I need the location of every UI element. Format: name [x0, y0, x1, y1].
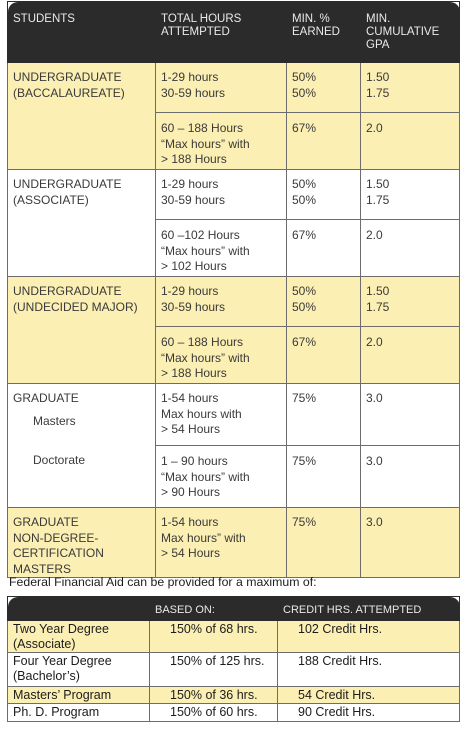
table-row: [8, 653, 460, 687]
header-min-percent: MIN. % EARNED: [287, 2, 361, 63]
table-row: [8, 508, 460, 578]
gpa-cell: 2.0: [361, 220, 460, 277]
header-based-on: BASED ON:: [150, 597, 278, 621]
percent-cell: 50% 50%: [287, 170, 361, 220]
hours-cell: 1-54 hours Max hours” with > 54 Hours: [156, 508, 287, 578]
gpa-cell: 3.0: [361, 508, 460, 578]
credit-hours-cell: 188 Credit Hrs.: [278, 653, 460, 687]
percent-cell: 50% 50%: [287, 277, 361, 327]
program-cell: Two Year Degree (Associate): [8, 621, 150, 653]
progress-header-row: [8, 2, 460, 63]
hours-cell: 1-29 hours 30-59 hours: [156, 277, 287, 327]
gpa-cell: 3.0: [361, 384, 460, 446]
credit-hours-cell: 54 Credit Hrs.: [278, 687, 460, 704]
gpa-cell: 1.50 1.75: [361, 277, 460, 327]
header-credit-hours: CREDIT HRS. ATTEMPTED: [278, 597, 460, 621]
percent-cell: 50% 50%: [287, 63, 361, 113]
financial-aid-table: [7, 596, 460, 722]
based-on-cell: 150% of 68 hrs.: [150, 621, 278, 653]
table-row: [8, 704, 460, 722]
hours-cell: 1 – 90 hours “Max hours” with > 90 Hours: [156, 446, 287, 508]
category-doctorate: Doctorate: [33, 453, 86, 467]
student-category: GRADUATE NON-DEGREE- CERTIFICATION MASTERS: [8, 508, 156, 578]
hours-cell: 1-29 hours 30-59 hours: [156, 63, 287, 113]
hours-cell: 1-54 hours Max hours with > 54 Hours: [156, 384, 287, 446]
based-on-cell: 150% of 60 hrs.: [150, 704, 278, 722]
hours-cell: 60 – 188 Hours “Max hours” with > 188 Hours: [156, 113, 287, 170]
hours-cell: 60 – 188 Hours “Max hours” with > 188 Hours: [156, 327, 287, 384]
header-students: STUDENTS: [8, 2, 156, 63]
header-min-gpa: MIN. CUMULATIVE GPA: [361, 2, 460, 63]
based-on-cell: 150% of 125 hrs.: [150, 653, 278, 687]
hours-cell: 1-29 hours 30-59 hours: [156, 170, 287, 220]
header-program: [8, 597, 150, 621]
credit-hours-cell: 102 Credit Hrs.: [278, 621, 460, 653]
category-graduate: GRADUATE: [13, 391, 79, 405]
table-row: [8, 170, 460, 220]
table-row: [8, 384, 460, 446]
table-row: [8, 687, 460, 704]
student-category: UNDERGRADUATE (BACCALAUREATE): [8, 63, 156, 170]
credit-hours-cell: 90 Credit Hrs.: [278, 704, 460, 722]
table-row: [8, 63, 460, 113]
program-cell: Four Year Degree (Bachelor’s): [8, 653, 150, 687]
table-row: [8, 277, 460, 327]
gpa-cell: 1.50 1.75: [361, 63, 460, 113]
aid-note: Federal Financial Aid can be provided for a maximum of:: [9, 575, 317, 589]
aid-header-row: [8, 597, 460, 621]
percent-cell: 67%: [287, 113, 361, 170]
percent-cell: 75%: [287, 384, 361, 446]
percent-cell: 75%: [287, 508, 361, 578]
gpa-cell: 1.50 1.75: [361, 170, 460, 220]
program-cell: Masters’ Program: [8, 687, 150, 704]
student-category: [8, 384, 156, 508]
table-row: [8, 621, 460, 653]
percent-cell: 67%: [287, 327, 361, 384]
academic-progress-table: [7, 1, 460, 578]
hours-cell: 60 –102 Hours “Max hours” with > 102 Hours: [156, 220, 287, 277]
percent-cell: 75%: [287, 446, 361, 508]
gpa-cell: 2.0: [361, 327, 460, 384]
student-category: UNDERGRADUATE (UNDECIDED MAJOR): [8, 277, 156, 384]
based-on-cell: 150% of 36 hrs.: [150, 687, 278, 704]
header-total-hours: TOTAL HOURS ATTEMPTED: [156, 2, 287, 63]
program-cell: Ph. D. Program: [8, 704, 150, 722]
percent-cell: 67%: [287, 220, 361, 277]
gpa-cell: 2.0: [361, 113, 460, 170]
category-masters: Masters: [33, 413, 76, 428]
student-category: UNDERGRADUATE (ASSOCIATE): [8, 170, 156, 277]
gpa-cell: 3.0: [361, 446, 460, 508]
